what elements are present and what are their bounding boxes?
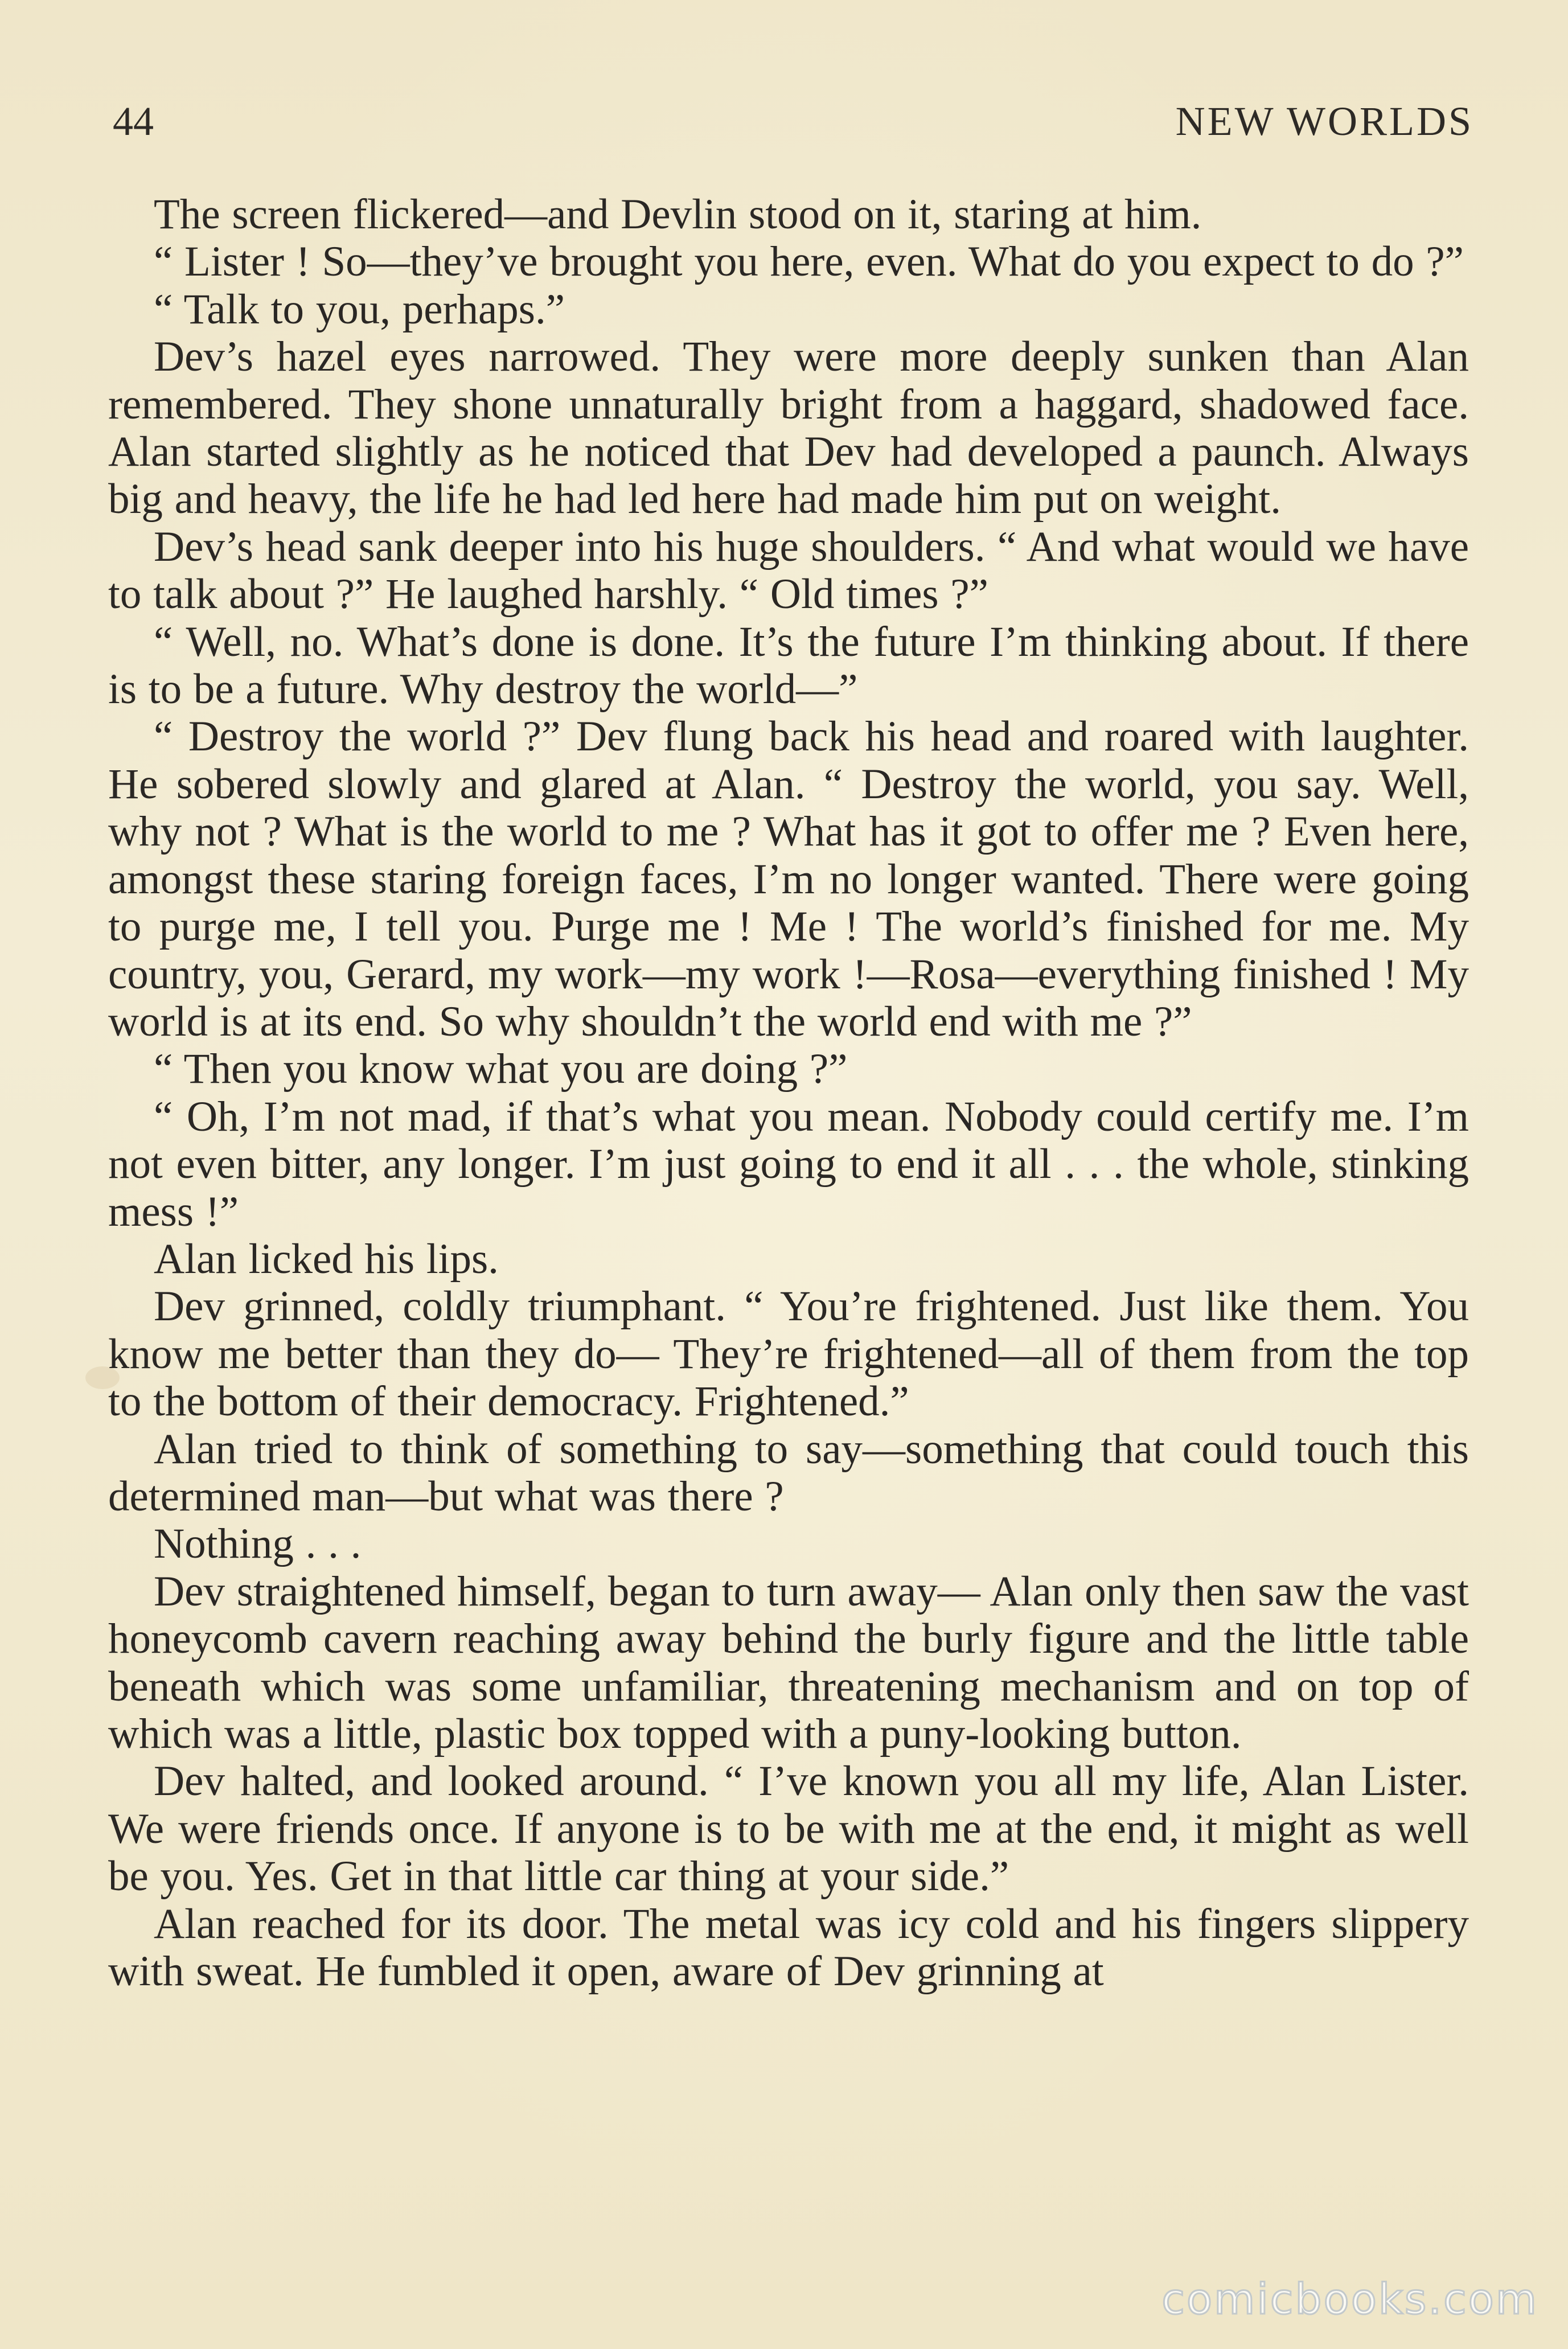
paragraph: “ Lister ! So—they’ve brought you here, even. What do you expect to do ?”	[154, 238, 1464, 286]
body-text	[108, 191, 1469, 1995]
paragraph: Nothing . . .	[154, 1520, 362, 1568]
paragraph: Alan tried to think of something to say—something that could touch this determined man—but what was there ?	[108, 1425, 1469, 1520]
running-title: NEW WORLDS	[1175, 98, 1473, 144]
paragraph: “ Then you know what you are doing ?”	[154, 1045, 848, 1093]
paragraph: Dev straightened himself, began to turn away— Alan only then saw the vast honeycomb cavern reaching away behind the burly figure and the little table beneath which was some unfamiliar, threatening mechanism and on top of which was a little, plastic box topped with a puny-looking button.	[108, 1567, 1469, 1757]
paragraph: Dev’s head sank deeper into his huge shoulders. “ And what would we have to talk about ?” He laughed harshly. “ Old times ?”	[108, 523, 1469, 618]
page-number: 44	[113, 98, 154, 144]
paragraph: “ Destroy the world ?” Dev flung back his head and roared with laughter. He sobered slowly and glared at Alan. “ Destroy the world, you say. Well, why not ? What is the world to me ? What has it got to offer me ? Even here, amongst these staring foreign faces, I’m no longer wanted. There were going to purge me, I tell you. Purge me ! Me ! The world’s finished for me. My country, you, Gerard, my work—my work !—Rosa—everything finished ! My world is at its end. So why shouldn’t the world end with me ?”	[108, 713, 1469, 1045]
paragraph: “ Oh, I’m not mad, if that’s what you mean. Nobody could certify me. I’m not even bitter, any longer. I’m just going to end it all . . . the whole, stinking mess !”	[108, 1093, 1469, 1235]
paragraph: Dev’s hazel eyes narrowed. They were more deeply sunken than Alan remembered. They shone unnaturally bright from a haggard, shadowed face. Alan started slightly as he noticed that Dev had developed a paunch. Always big and heavy, the life he had led here had made him put on weight.	[108, 333, 1469, 523]
paragraph: The screen flickered—and Devlin stood on it, staring at him.	[154, 191, 1202, 238]
site-watermark: comicbooks.com	[1161, 2275, 1538, 2324]
paragraph: Dev grinned, coldly triumphant. “ You’re frightened. Just like them. You know me better than they do— They’re frightened—all of them from the top to the bottom of their democracy. Frightened.”	[108, 1283, 1469, 1426]
paragraph: Alan reached for its door. The metal was icy cold and his fingers slippery with sweat. He fumbled it open, aware of Dev grinning at	[108, 1900, 1469, 1995]
paragraph: Dev halted, and looked around. “ I’ve known you all my life, Alan Lister. We were friends once. If anyone is to be with me at the end, it might as well be you. Yes. Get in that little car thing at your side.”	[108, 1757, 1469, 1900]
page-header	[113, 98, 1473, 161]
paragraph: “ Well, no. What’s done is done. It’s the future I’m thinking about. If there is to be a future. Why destroy the world—”	[108, 618, 1469, 713]
paragraph: Alan licked his lips.	[154, 1235, 499, 1283]
paragraph: “ Talk to you, perhaps.”	[154, 285, 565, 333]
